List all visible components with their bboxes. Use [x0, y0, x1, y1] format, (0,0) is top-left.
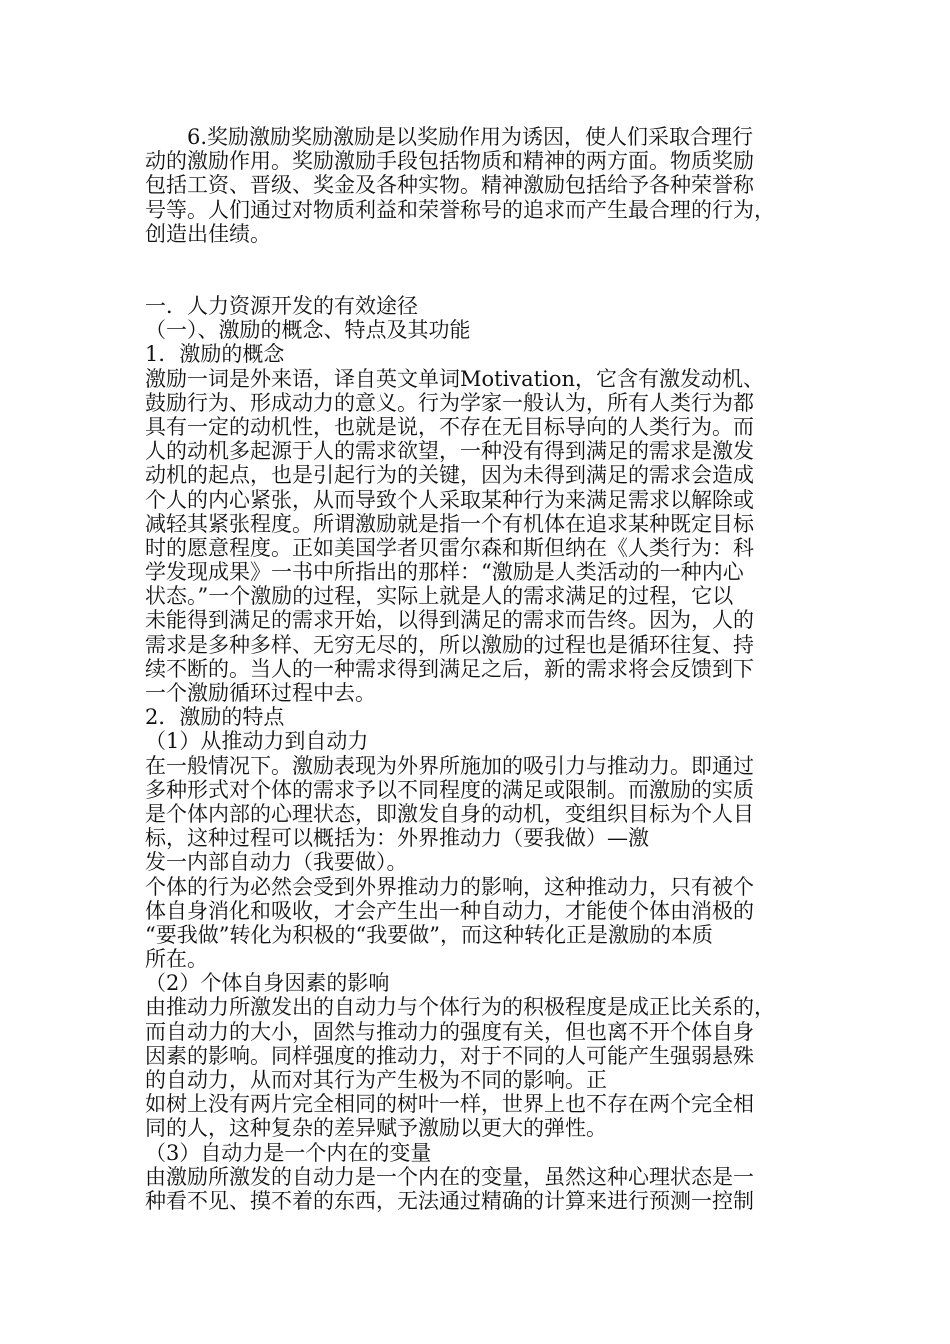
text-line: 是个体内部的心理状态，即激发自身的动机，变组织目标为个人目 [145, 801, 754, 826]
text-line: 一．人力资源开发的有效途径 [145, 294, 418, 318]
text-line: 由激励所激发的自动力是一个内在的变量，虽然这种心理状态是一 [145, 1164, 754, 1189]
text-line: 未能得到满足的需求开始，以得到满足的需求而告终。因为，人的 [145, 608, 754, 633]
text-line: 需求是多种多样、无穷无尽的，所以激励的过程也是循环往复、持 [145, 632, 754, 657]
text-line: 多种形式对个体的需求予以不同程度的满足或限制。而激励的实质 [145, 777, 754, 802]
text-line: （一）、激励的概念、特点及其功能 [145, 318, 471, 343]
text-line: 发一内部自动力（我要做）。 [145, 850, 408, 875]
text-line: 6.奖励激励奖励激励是以奖励作用为诱因，使人们采取合理行 [187, 125, 754, 149]
text-line: 个人的内心紧张，从而导致个人采取某种行为来满足需求以解除或 [145, 487, 754, 512]
text-line: 标，这种过程可以概括为：外界推动力（要我做）—激 [145, 826, 649, 851]
text-line: 动的激励作用。奖励激励手段包括物质和精神的两方面。物质奖励 [145, 149, 754, 174]
text-line: 的自动力，从而对其行为产生极为不同的影响。正 [145, 1068, 607, 1092]
text-line: 一个激励循环过程中去。 [145, 681, 376, 705]
text-line: 鼓励行为、形成动力的意义。行为学家一般认为，所有人类行为都 [145, 390, 754, 415]
text-line: 号等。人们通过对物质利益和荣誉称号的追求而产生最合理的行为， [145, 197, 775, 222]
text-line: 人的动机多起源于人的需求欲望，一种没有得到满足的需求是激发 [145, 439, 754, 464]
text-line: 同的人，这种复杂的差异赋予激励以更大的弹性。 [145, 1116, 607, 1141]
text-line: 减轻其紧张程度。所谓激励就是指一个有机体在追求某种既定目标 [145, 511, 754, 536]
text-line: 学发现成果》一书中所指出的那样：“激励是人类活动的一种内心 [145, 560, 744, 585]
text-line: 时的愿意程度。正如美国学者贝雷尔森和斯但纳在《人类行为：科 [145, 535, 754, 560]
text-line: 因素的影响。同样强度的推动力，对于不同的人可能产生强弱悬殊 [145, 1043, 754, 1068]
text-line: 2．激励的特点 [145, 705, 285, 730]
text-line: （1）从推动力到自动力 [145, 729, 369, 754]
section-one-body [145, 294, 810, 1213]
text-line: 创造出佳绩。 [145, 221, 271, 246]
text-line: 激励一词是外来语，译自英文单词Motivation，它含有激发动机、 [145, 366, 765, 391]
text-line: 体自身消化和吸收，才会产生出一种自动力，才能使个体由消极的 [145, 898, 754, 923]
text-line: （3）自动力是一个内在的变量 [145, 1140, 432, 1165]
text-line: （2）个体自身因素的影响 [145, 971, 390, 996]
text-line: 动机的起点，也是引起行为的关键，因为未得到满足的需求会造成 [145, 463, 754, 488]
text-line: 续不断的。当人的一种需求得到满足之后，新的需求将会反馈到下 [145, 656, 754, 681]
text-line: 包括工资、晋级、奖金及各种实物。精神激励包括给予各种荣誉称 [145, 173, 754, 198]
text-line: “要我做”转化为积极的“我要做”，而这种转化正是激励的本质 [145, 922, 713, 947]
text-line: 种看不见、摸不着的东西，无法通过精确的计算来进行预测一控制 [145, 1188, 754, 1213]
text-line: 所在。 [145, 947, 208, 972]
text-line: 1．激励的概念 [145, 342, 285, 367]
text-line: 如树上没有两片完全相同的树叶一样，世界上也不存在两个完全相 [145, 1092, 754, 1117]
text-line: 个体的行为必然会受到外界推动力的影响，这种推动力，只有被个 [145, 874, 754, 899]
text-line: 在一般情况下。激励表现为外界所施加的吸引力与推动力。即通过 [145, 753, 754, 778]
paragraph-6 [145, 125, 810, 246]
text-line: 具有一定的动机性，也就是说，不存在无目标导向的人类行为。而 [145, 414, 754, 439]
text-line: 状态。”一个激励的过程，实际上就是人的需求满足的过程，它以 [145, 584, 734, 609]
text-line: 而自动力的大小，固然与推动力的强度有关，但也离不开个体自身 [145, 1019, 754, 1044]
text-line: 由推动力所激发出的自动力与个体行为的积极程度是成正比关系的， [145, 995, 775, 1020]
